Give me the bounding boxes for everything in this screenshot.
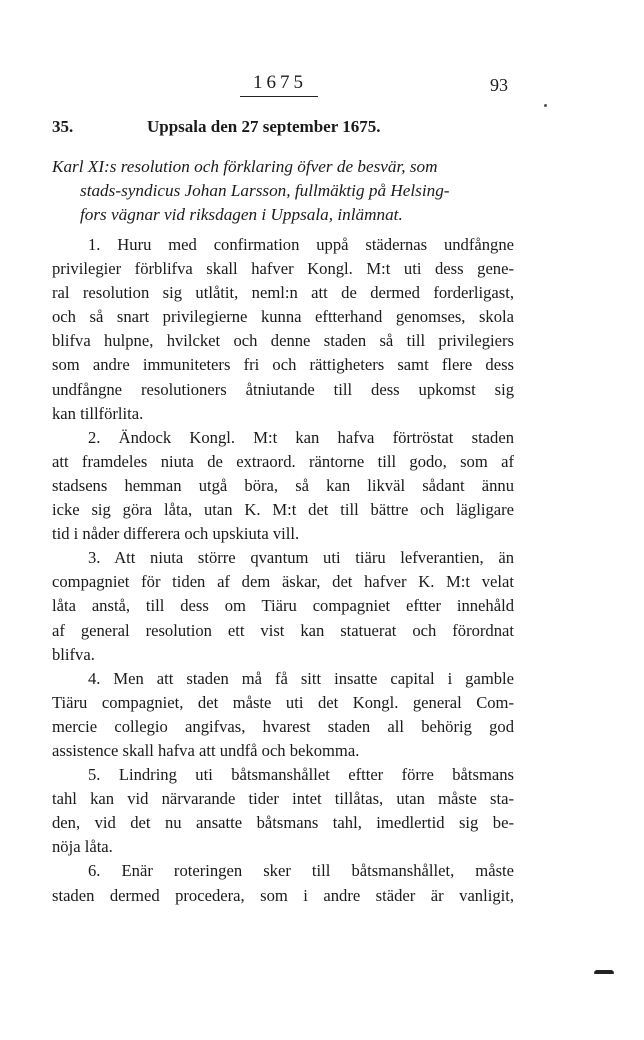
body-line: ral resolution sig utlåtit, neml:n att de dermed forderligast, bbox=[52, 283, 514, 303]
body-line: blifva hulpne, hvilcket och denne staden så till privilegiers bbox=[52, 331, 514, 351]
body-line: af general resolution ett vist kan statuerat och förordnat bbox=[52, 620, 514, 640]
body-line: 4. Men att staden må få sitt insatte capital i gamble bbox=[88, 668, 514, 688]
document-summary bbox=[52, 155, 514, 227]
running-header-year: 1675 bbox=[253, 72, 307, 93]
body-line: kan tillförlita. bbox=[52, 403, 144, 423]
paragraph-2 bbox=[52, 426, 514, 546]
summary-line: stads-syndicus Johan Larsson, fullmäktig på Helsing- bbox=[80, 181, 450, 200]
body-line: den, vid det nu ansatte båtsmans tahl, imedlertid sig be- bbox=[52, 813, 514, 833]
body-line: 3. Att niuta större qvantum uti tiäru lefverantien, än bbox=[88, 548, 514, 568]
body-line: 5. Lindring uti båtsmanshållet eftter förre båtsmans bbox=[88, 765, 514, 785]
body-line: mercie collegio angifvas, hvarest staden all behörig god bbox=[52, 716, 514, 736]
body-line: assistence skall hafva att undfå och bekomma. bbox=[52, 740, 360, 760]
body-line: undfångne resolutioners åtniutande till dess upkomst sig bbox=[52, 379, 514, 399]
body-line: privilegier förblifva skall hafver Kongl. M:t uti dess gene- bbox=[52, 259, 514, 279]
document-number: 35. bbox=[52, 117, 74, 136]
body-line: tid i nåder differera och upskiuta vill. bbox=[52, 524, 300, 544]
body-line: låta anstå, till dess om Tiäru compagniet eftter innehåld bbox=[52, 596, 514, 616]
body-line: och så snart privilegierne kunna eftterhand genomses, skola bbox=[52, 307, 514, 327]
body-line: 6. Enär roteringen sker till båtsmanshållet, måste bbox=[88, 861, 514, 881]
summary-line: fors vägnar vid riksdagen i Uppsala, inlämnat. bbox=[80, 205, 403, 224]
ink-smudge bbox=[594, 970, 614, 974]
summary-line: Karl XI:s resolution och förklaring öfver de besvär, som bbox=[52, 157, 438, 176]
body-line: stadsens hemman utgå böra, så kan likväl sådant ännu bbox=[52, 475, 514, 495]
body-line: att framdeles niuta de extraord. räntorne till godo, som af bbox=[52, 451, 514, 471]
body-line: tahl kan vid närvarande tider intet tillåtas, utan måste sta- bbox=[52, 789, 514, 809]
body-line: som andre immuniteters fri och rättigheters samt flere dess bbox=[52, 355, 514, 375]
body-line: 2. Ändock Kongl. M:t kan hafva förtröstat staden bbox=[88, 427, 514, 447]
paragraph-5 bbox=[52, 763, 514, 859]
body-line: 1. Huru med confirmation uppå städernas undfångne bbox=[88, 235, 514, 254]
paragraph-4 bbox=[52, 667, 514, 763]
body-line: nöja låta. bbox=[52, 837, 113, 857]
paragraph-1 bbox=[52, 233, 514, 426]
document-body bbox=[52, 233, 514, 908]
header-rule bbox=[240, 96, 318, 97]
page-number: 93 bbox=[490, 75, 508, 95]
body-line: staden dermed procedera, som i andre städer är vanligit, bbox=[52, 885, 514, 905]
body-line: icke sig göra låta, utan K. M:t det till bättre och lägligare bbox=[52, 500, 514, 520]
body-line: blifva. bbox=[52, 644, 95, 664]
body-line: Tiäru compagniet, det måste uti det Kongl. general Com- bbox=[52, 692, 514, 712]
paragraph-6 bbox=[52, 859, 514, 907]
document-title: Uppsala den 27 september 1675. bbox=[147, 117, 381, 136]
print-speck bbox=[544, 104, 547, 107]
body-line: compagniet för tiden af dem äskar, det hafver K. M:t velat bbox=[52, 572, 514, 592]
paragraph-3 bbox=[52, 546, 514, 666]
